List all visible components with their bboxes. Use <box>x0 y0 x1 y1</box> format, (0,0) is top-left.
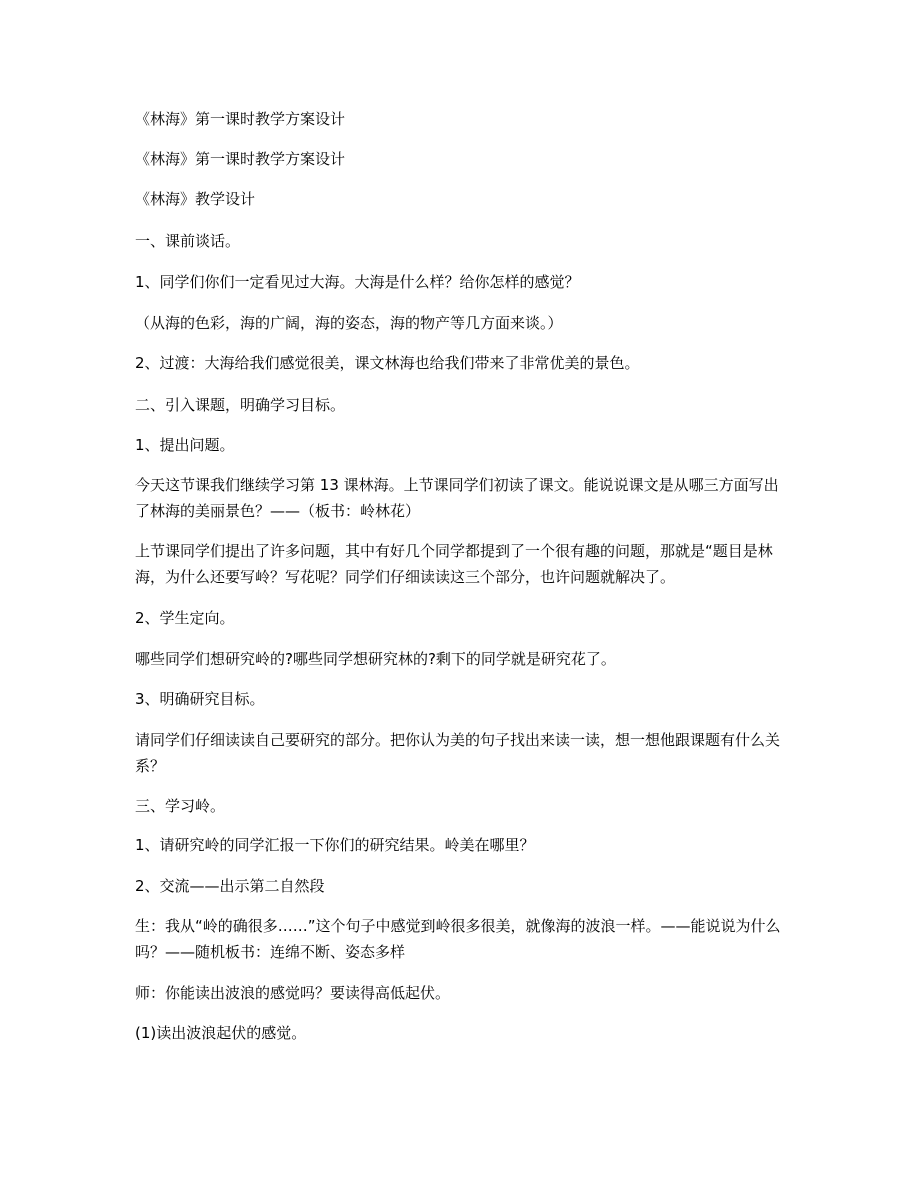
paragraph: 2、学生定向。 <box>135 609 235 627</box>
paragraph: 今天这节课我们继续学习第 13 课林海。上节课同学们初读了课文。能说说课文是从哪三方面写出了林海的美丽景色？——（板书：岭林花） <box>135 476 779 520</box>
paragraph: （从海的色彩，海的广阔，海的姿态，海的物产等几方面来谈。） <box>135 314 563 332</box>
section-heading-3: 三、学习岭。 <box>135 797 226 815</box>
doc-title-1: 《林海》第一课时教学方案设计 <box>135 110 346 128</box>
paragraph: 上节课同学们提出了许多问题，其中有好几个同学都提到了一个很有趣的问题，那就是“题目是林海，为什么还要写岭？写花呢？同学们仔细读读这三个部分，也许问题就解决了。 <box>135 542 773 586</box>
paragraph: 1、同学们你们一定看见过大海。大海是什么样？给你怎样的感觉？ <box>135 273 580 291</box>
doc-title-2: 《林海》第一课时教学方案设计 <box>135 150 346 168</box>
paragraph: 1、提出问题。 <box>135 436 235 454</box>
paragraph: 2、过渡：大海给我们感觉很美，课文林海也给我们带来了非常优美的景色。 <box>135 354 640 372</box>
paragraph: 生：我从“岭的确很多……”这个句子中感觉到岭很多很美，就像海的波浪一样。——能说说为什么吗？——随机板书：连绵不断、姿态多样 <box>135 917 781 961</box>
section-heading-1: 一、课前谈话。 <box>135 232 241 250</box>
paragraph: 3、明确研究目标。 <box>135 690 265 708</box>
paragraph: 请同学们仔细读读自己要研究的部分。把你认为美的句子找出来读一读，想一想他跟课题有什么关系？ <box>135 731 781 775</box>
section-heading-2: 二、引入课题，明确学习目标。 <box>135 396 346 414</box>
paragraph: 师：你能读出波浪的感觉吗？要读得高低起伏。 <box>135 984 451 1002</box>
paragraph: 2、交流——出示第二自然段 <box>135 877 325 895</box>
paragraph: (1)读出波浪起伏的感觉。 <box>135 1024 307 1042</box>
paragraph: 1、请研究岭的同学汇报一下你们的研究结果。岭美在哪里？ <box>135 836 535 854</box>
doc-subtitle: 《林海》教学设计 <box>135 190 256 208</box>
paragraph: 哪些同学们想研究岭的?哪些同学想研究林的?剩下的同学就是研究花了。 <box>135 650 616 668</box>
